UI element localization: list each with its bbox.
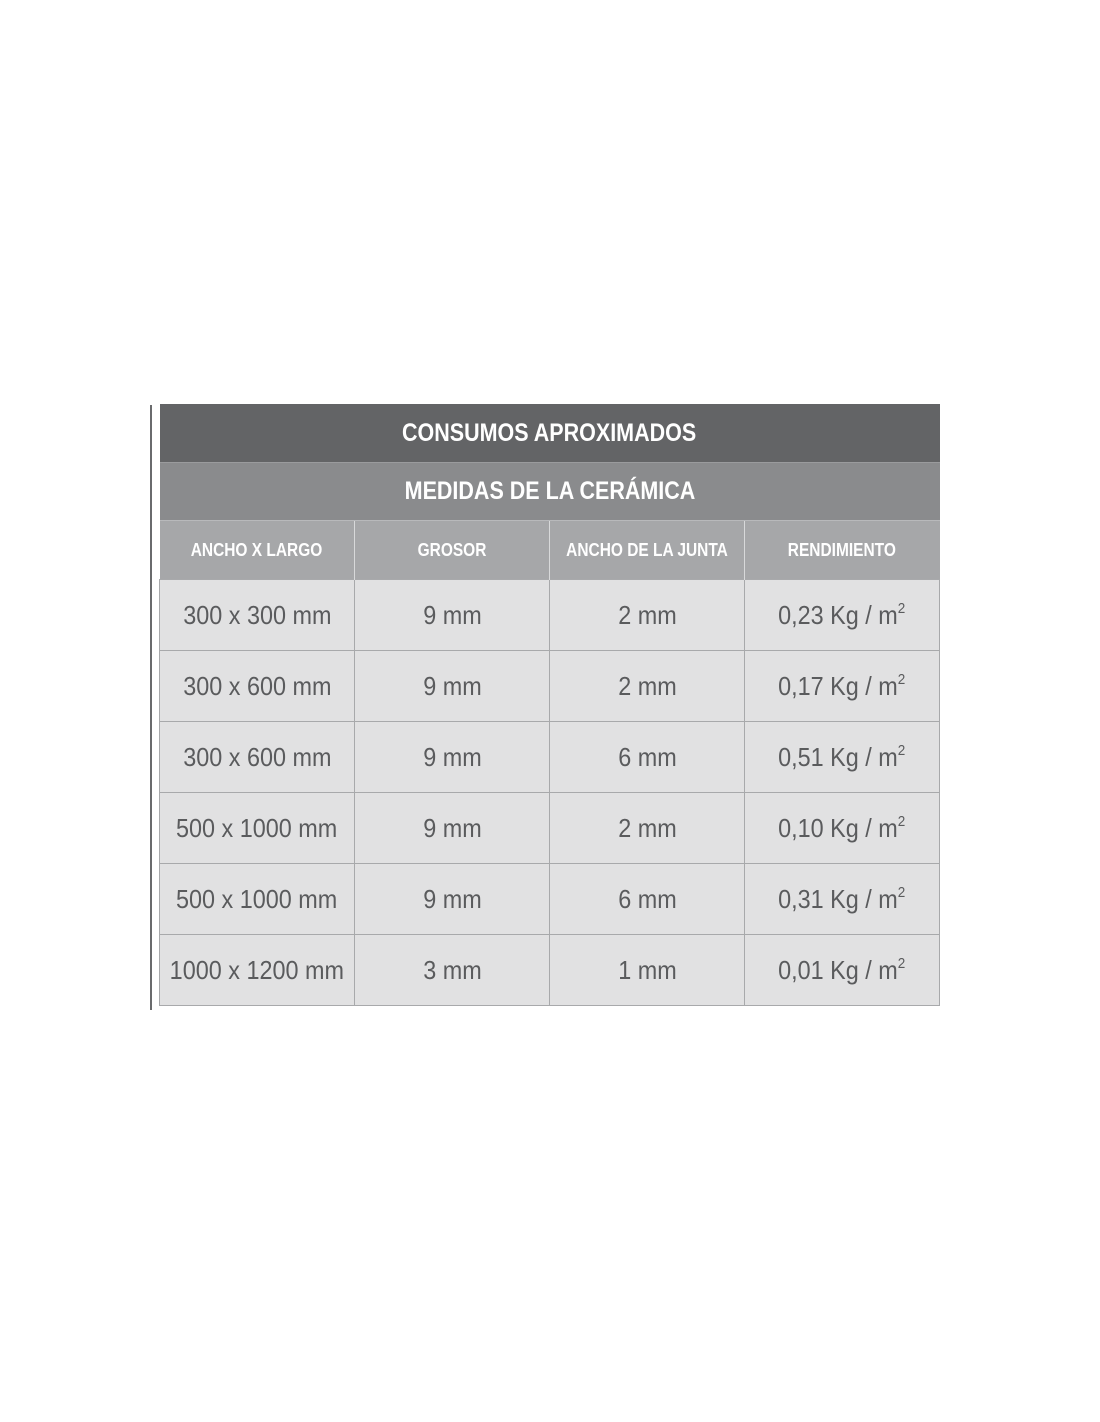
cell-text: 0,51 Kg / m xyxy=(778,741,899,772)
table-subtitle-text: MEDIDAS DE LA CERÁMICA xyxy=(404,477,695,505)
cell-text: 1 mm xyxy=(617,954,677,985)
table-row xyxy=(160,651,940,722)
cell-text: 9 mm xyxy=(422,599,482,630)
cell-text: 0,31 Kg / m xyxy=(778,883,899,914)
column-header-label: GROSOR xyxy=(417,539,487,560)
cell-text: 0,10 Kg / m xyxy=(778,812,899,843)
cell-joint xyxy=(550,935,745,1006)
cell-text: 0,01 Kg / m xyxy=(778,954,899,985)
cell-text: 3 mm xyxy=(422,954,482,985)
cell-yield xyxy=(745,722,940,793)
yield-value xyxy=(778,955,905,986)
cell-yield xyxy=(745,864,940,935)
cell-text: 500 x 1000 mm xyxy=(176,812,338,843)
cell-thickness xyxy=(355,580,550,651)
yield-value xyxy=(778,813,905,844)
cell-joint xyxy=(550,864,745,935)
column-header-label: ANCHO X LARGO xyxy=(190,539,323,560)
unit-superscript: 2 xyxy=(898,741,906,759)
cell-joint xyxy=(550,580,745,651)
cell-text: 300 x 600 mm xyxy=(182,670,332,701)
cell-size xyxy=(160,651,355,722)
table-row xyxy=(160,580,940,651)
unit-superscript: 2 xyxy=(898,599,906,617)
cell-text: 300 x 600 mm xyxy=(182,741,332,772)
column-header-row xyxy=(160,521,940,580)
cell-joint xyxy=(550,651,745,722)
consumption-table xyxy=(159,404,940,1006)
unit-superscript: 2 xyxy=(898,812,906,830)
cell-thickness xyxy=(355,651,550,722)
table-subtitle-row xyxy=(160,463,940,521)
cell-text: 0,23 Kg / m xyxy=(778,599,899,630)
table-row xyxy=(160,793,940,864)
table-row xyxy=(160,722,940,793)
cell-text: 1000 x 1200 mm xyxy=(169,954,345,985)
cell-thickness xyxy=(355,722,550,793)
cell-yield xyxy=(745,651,940,722)
cell-text: 2 mm xyxy=(617,599,677,630)
yield-value xyxy=(778,671,905,702)
cell-text: 300 x 300 mm xyxy=(182,599,332,630)
table-row xyxy=(160,864,940,935)
cell-text: 2 mm xyxy=(617,812,677,843)
cell-text: 0,17 Kg / m xyxy=(778,670,899,701)
column-header-yield xyxy=(745,521,940,580)
cell-yield xyxy=(745,580,940,651)
table-row xyxy=(160,935,940,1006)
yield-value xyxy=(778,600,905,631)
cell-text: 9 mm xyxy=(422,812,482,843)
table-title-text: CONSUMOS APROXIMADOS xyxy=(402,418,697,447)
cell-text: 6 mm xyxy=(617,883,677,914)
cell-text: 9 mm xyxy=(422,883,482,914)
cell-text: 9 mm xyxy=(422,741,482,772)
cell-yield xyxy=(745,935,940,1006)
cell-text: 500 x 1000 mm xyxy=(176,883,338,914)
cell-yield xyxy=(745,793,940,864)
cell-size xyxy=(160,935,355,1006)
cell-size xyxy=(160,864,355,935)
cell-text: 2 mm xyxy=(617,670,677,701)
column-header-size xyxy=(160,521,355,580)
cell-joint xyxy=(550,793,745,864)
cell-size xyxy=(160,793,355,864)
cell-size xyxy=(160,722,355,793)
consumption-table-container xyxy=(159,404,940,1006)
column-header-label: RENDIMIENTO xyxy=(788,539,897,560)
unit-superscript: 2 xyxy=(898,883,906,901)
yield-value xyxy=(778,742,905,773)
yield-value xyxy=(778,884,905,915)
cell-text: 6 mm xyxy=(617,741,677,772)
column-header-label: ANCHO DE LA JUNTA xyxy=(566,539,728,560)
column-header-joint xyxy=(550,521,745,580)
table-title-row xyxy=(160,404,940,463)
cell-thickness xyxy=(355,793,550,864)
cell-joint xyxy=(550,722,745,793)
left-rule xyxy=(150,405,152,1010)
cell-thickness xyxy=(355,864,550,935)
unit-superscript: 2 xyxy=(898,954,906,972)
cell-thickness xyxy=(355,935,550,1006)
table-subtitle xyxy=(160,463,940,521)
unit-superscript: 2 xyxy=(898,670,906,688)
cell-size xyxy=(160,580,355,651)
cell-text: 9 mm xyxy=(422,670,482,701)
column-header-thickness xyxy=(355,521,550,580)
table-title xyxy=(160,404,940,463)
